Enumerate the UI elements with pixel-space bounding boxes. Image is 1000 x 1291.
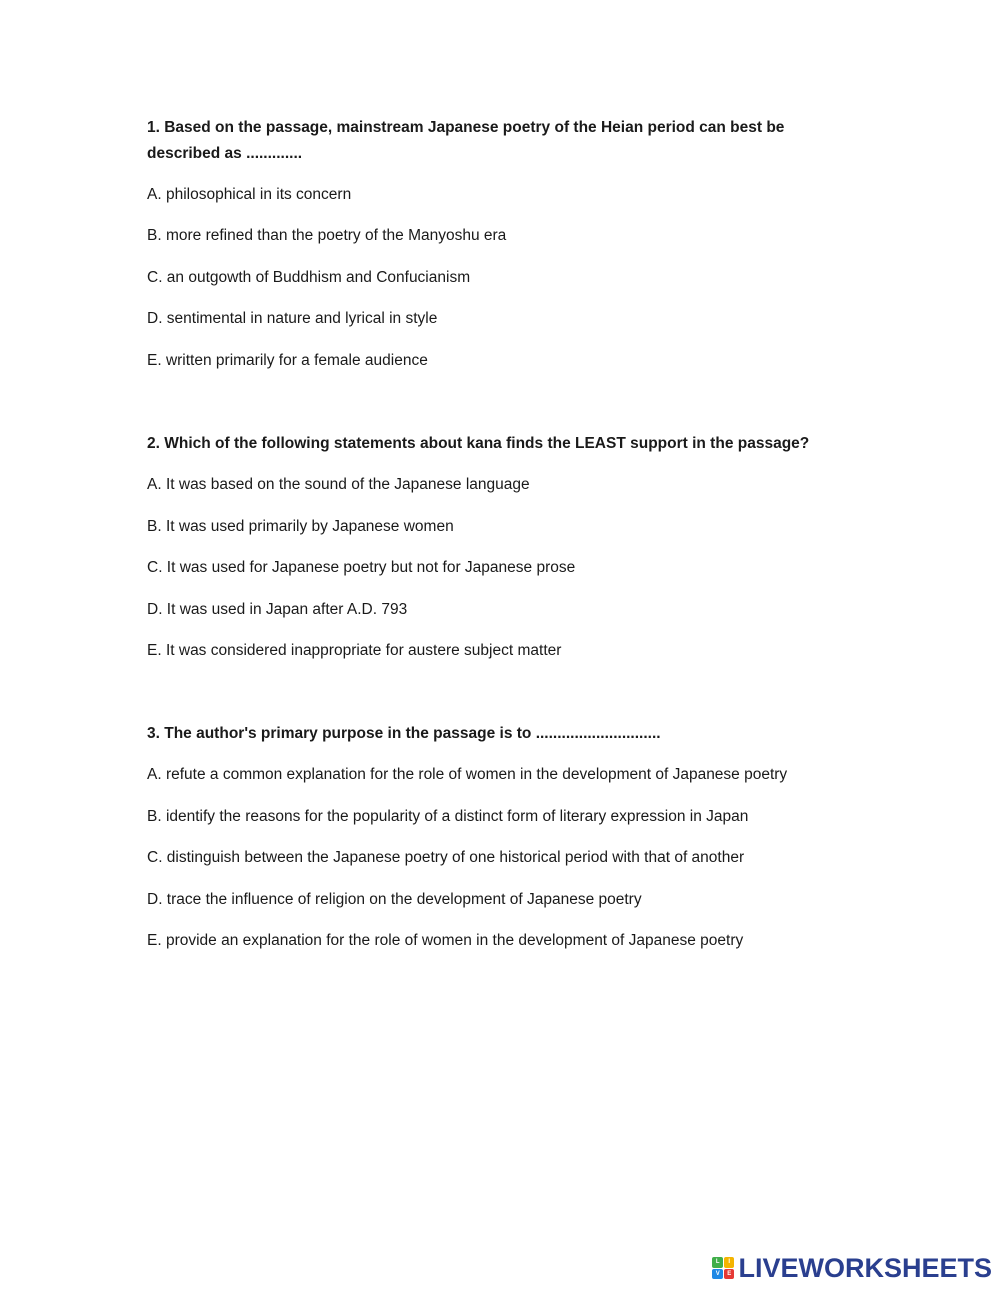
question-text: 3. The author's primary purpose in the passage is to ............................. [147, 725, 661, 742]
option-d: D. trace the influence of religion on the development of Japanese poetry [147, 891, 642, 908]
logo-tile-i: I [724, 1257, 735, 1268]
option-a: A. It was based on the sound of the Japanese language [147, 476, 530, 493]
option-a: A. philosophical in its concern [147, 186, 352, 203]
option-e: E. provide an explanation for the role of women in the development of Japanese poetry [147, 932, 744, 949]
option-b: B. more refined than the poetry of the Manyoshu era [147, 227, 507, 244]
question-text: 1. Based on the passage, mainstream Japanese poetry of the Heian period can best be described as ............. [147, 119, 785, 162]
liveworksheets-brand[interactable] [712, 1253, 992, 1283]
option-a: A. refute a common explanation for the role of women in the development of Japanese poetry [147, 766, 788, 783]
logo-tile-v: V [712, 1269, 723, 1280]
liveworksheets-logo-icon [712, 1257, 734, 1279]
question-block-2 [147, 431, 867, 659]
option-b: B. It was used primarily by Japanese women [147, 518, 454, 535]
option-e: E. written primarily for a female audience [147, 352, 428, 369]
question-block-1 [147, 115, 867, 369]
brand-name: LIVEWORKSHEETS [738, 1252, 992, 1283]
logo-tile-l: L [712, 1257, 723, 1268]
question-text: 2. Which of the following statements about kana finds the LEAST support in the passage? [147, 435, 810, 452]
logo-tile-e: E [724, 1269, 735, 1280]
option-d: D. sentimental in nature and lyrical in style [147, 310, 438, 327]
option-c: C. It was used for Japanese poetry but not for Japanese prose [147, 559, 576, 576]
option-b: B. identify the reasons for the popularity of a distinct form of literary expression in Japan [147, 808, 749, 825]
question-block-3 [147, 721, 867, 949]
option-c: C. an outgowth of Buddhism and Confucianism [147, 269, 471, 286]
option-e: E. It was considered inappropriate for austere subject matter [147, 642, 562, 659]
option-d: D. It was used in Japan after A.D. 793 [147, 601, 408, 618]
option-c: C. distinguish between the Japanese poetry of one historical period with that of another [147, 849, 745, 866]
